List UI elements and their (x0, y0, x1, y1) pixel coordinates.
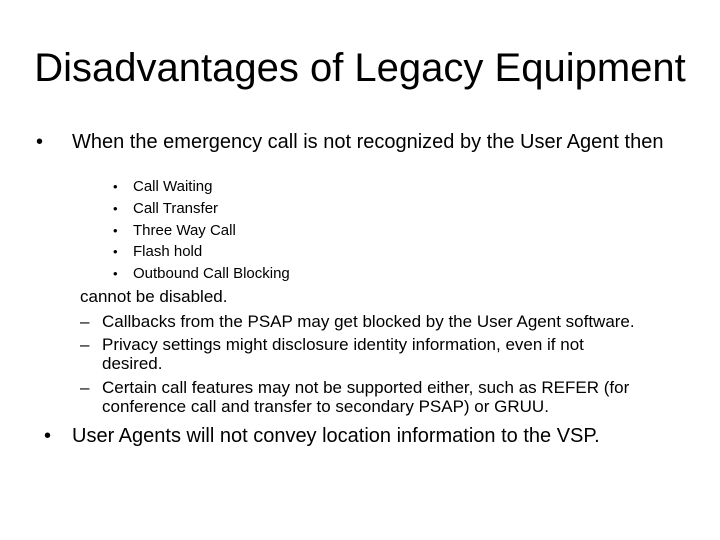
main-bullet-text: When the emergency call is not recognized by the User Agent then (72, 131, 664, 153)
consequence-text: Callbacks from the PSAP may get blocked by the User Agent software. (102, 312, 635, 331)
feature-label: Call Waiting (133, 178, 213, 195)
feature-label: Three Way Call (133, 222, 236, 239)
feature-label: Call Transfer (133, 200, 219, 217)
dash-marker: – (80, 335, 90, 354)
main-bullet-text: User Agents will not convey location information to the VSP. (72, 425, 600, 447)
dash-marker: – (80, 312, 90, 331)
feature-label: Outbound Call Blocking (133, 265, 290, 282)
consequence-text: Privacy settings might disclosure identity information, even if not desired. (102, 335, 584, 373)
bullet-dot: • (36, 131, 44, 153)
slide-title: Disadvantages of Legacy Equipment (34, 46, 686, 90)
bullet-dot: • (113, 223, 118, 238)
cannot-be-disabled-text: cannot be disabled. (80, 287, 228, 306)
bullet-dot: • (113, 179, 118, 194)
dash-marker: – (80, 378, 90, 397)
bullet-dot: • (113, 201, 118, 216)
bullet-dot: • (113, 266, 118, 281)
feature-label: Flash hold (133, 243, 203, 260)
bullet-dot: • (113, 244, 118, 259)
bullet-dot: • (44, 425, 52, 447)
consequence-text: Certain call features may not be supported either, such as REFER (for conference call and transfer to secondary PSAP) or GRUU. (102, 378, 630, 416)
